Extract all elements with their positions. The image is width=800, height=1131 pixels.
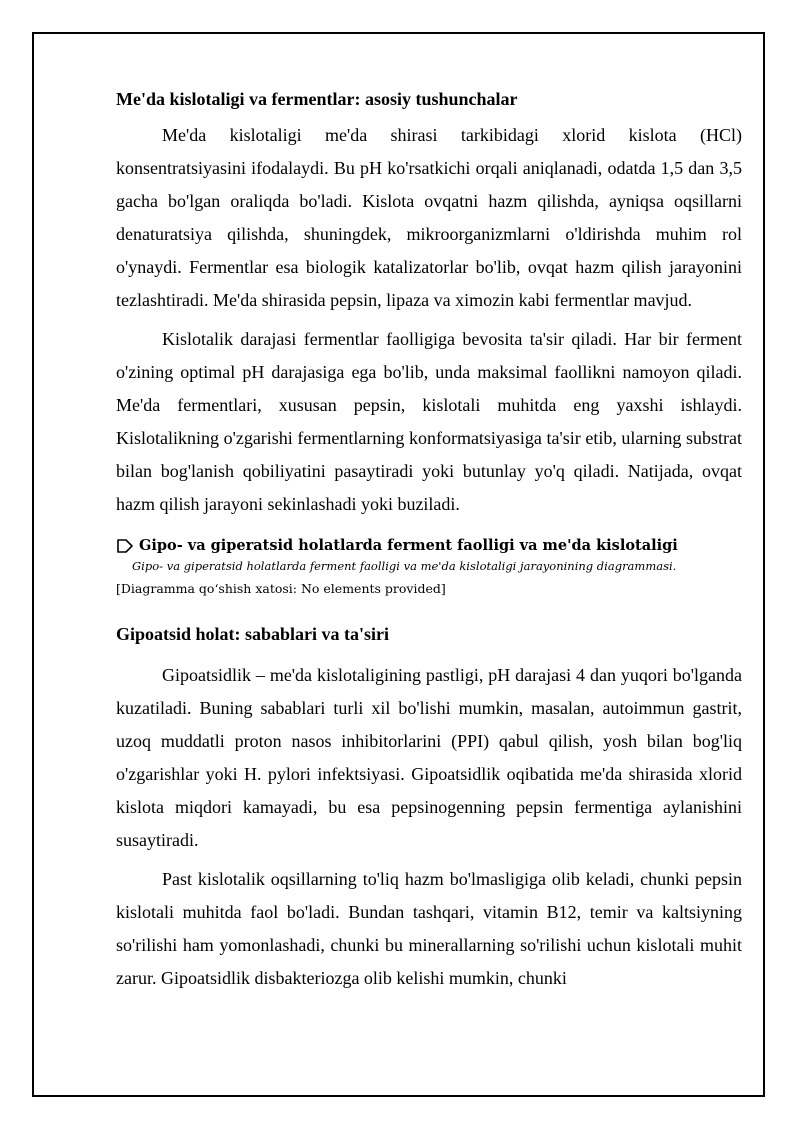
paragraph-acidity-definition: Me'da kislotaligi me'da shirasi tarkibidagi xlorid kislota (HCl) konsentratsiyasini ifodalaydi. Bu pH ko'rsatkichi orqali aniqlanadi, odatda 1,5 dan 3,5 gacha bo'lgan oraliqda bo'ladi. Kislota ovqatni hazm qilishda, ayniqsa oqsillarni denaturatsiya qilishda, shuningdek, mikroorganizmlarni o'ldirishda muhim rol o'ynaydi. Fermentlar esa biologik katalizatorlar bo'lib, ovqat hazm qilish jarayonini tezlashtiradi. Me'da shirasida pepsin, lipaza va ximozin kabi fermentlar mavjud. <box>116 125 742 310</box>
section-heading-hypoacid: Gipoatsid holat: sabablari va ta'siri <box>116 624 390 644</box>
diagram-error-message: [Diagramma qo‘shish xatosi: No elements provided] <box>116 581 446 596</box>
figure-caption: Gipo- va giperatsid holatlarda ferment faolligi va me'da kislotaligi jarayonining diagrammasi. <box>132 559 677 573</box>
paragraph-acidity-enzyme-effect: Kislotalik darajasi fermentlar faolligiga bevosita ta'sir qiladi. Har bir ferment o'zining optimal pH darajasiga ega bo'lib, unda maksimal faollikni namoyon qiladi. Me'da fermentlari, xususan pepsin, kislotali muhitda eng yaxshi ishlaydi. Kislotalikning o'zgarishi fermentlarning konformatsiyasiga ta'sir etib, ularning substrat bilan bog'lanish qobiliyatini pasaytiradi yoki butunlay yo'q qiladi. Natijada, ovqat hazm qilish jarayoni sekinlashadi yoki buziladi. <box>116 329 742 514</box>
tag-icon <box>116 537 134 555</box>
figure-title-text: Gipo- va giperatsid holatlarda ferment faolligi va me'da kislotaligi <box>139 537 678 554</box>
figure-title <box>116 535 742 557</box>
paragraph-hypoacid-causes: Gipoatsidlik – me'da kislotaligining pastligi, pH darajasi 4 dan yuqori bo'lganda kuzatiladi. Buning sabablari turli xil bo'lishi mumkin, masalan, autoimmun gastrit, uzoq muddatli proton nasos inhibitorlarini (PPI) qabul qilish, yosh bilan bog'liq o'zgarishlar yoki H. pylori infektsiyasi. Gipoatsidlik oqibatida me'da shirasida xlorid kislota miqdori kamayadi, bu esa pepsinogenning pepsin fermentiga aylanishini susaytiradi. <box>116 665 742 850</box>
section-heading-acidity-enzymes: Me'da kislotaligi va fermentlar: asosiy tushunchalar <box>116 89 518 109</box>
paragraph-hypoacid-effects: Past kislotalik oqsillarning to'liq hazm bo'lmasligiga olib keladi, chunki pepsin kislotali muhitda faol bo'ladi. Bundan tashqari, vitamin B12, temir va kaltsiyning so'rilishi ham yomonlashadi, chunki bu minerallarning so'rilishi uchun kislotali muhit zarur. Gipoatsidlik disbakteriozga olib kelishi mumkin, chunki <box>116 869 742 988</box>
document-body <box>116 84 742 995</box>
